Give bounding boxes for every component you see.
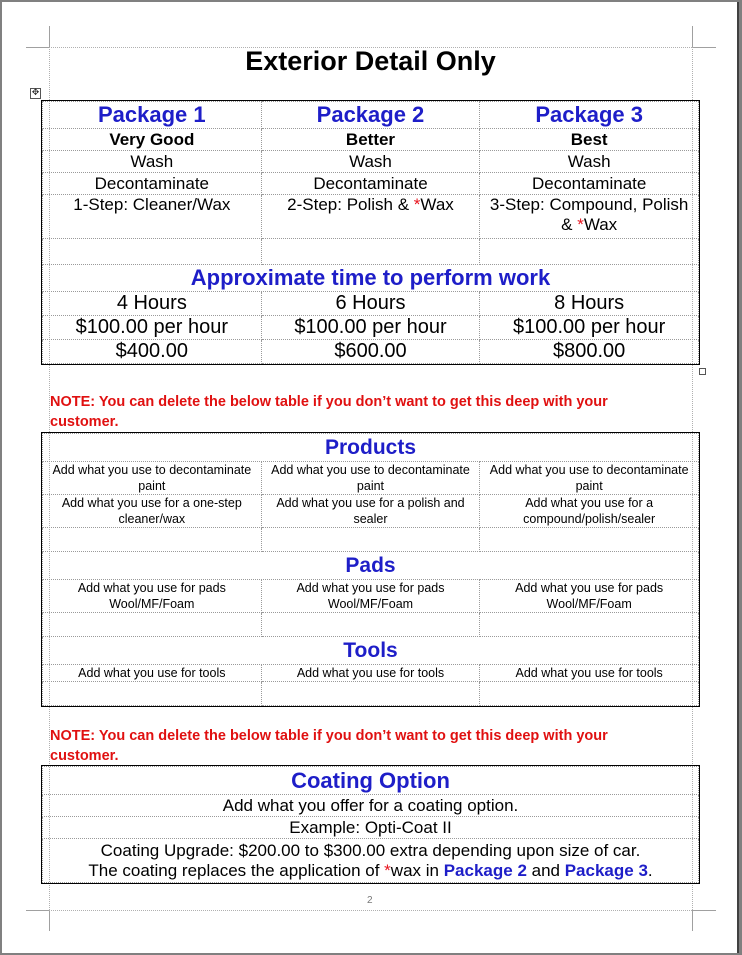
time-heading[interactable]: Approximate time to perform work xyxy=(43,265,699,292)
empty-cell[interactable] xyxy=(480,528,699,552)
coating-line: and xyxy=(526,860,565,880)
hours-cell[interactable]: 6 Hours xyxy=(261,292,480,316)
note-text[interactable]: NOTE: You can delete the below table if you don’t want to get this deep with your customer. xyxy=(50,394,608,430)
empty-cell[interactable] xyxy=(480,239,699,265)
step-cell[interactable] xyxy=(43,195,262,239)
packages-table[interactable] xyxy=(42,101,699,364)
package-reference: Package 3 xyxy=(564,860,648,880)
coating-line: . xyxy=(647,860,653,880)
empty-cell[interactable] xyxy=(261,239,480,265)
hours-cell[interactable]: 8 Hours xyxy=(480,292,699,316)
coating-line: Coating Upgrade: $200.00 to $300.00 extra depending upon size of car. xyxy=(100,840,641,860)
product-cell[interactable]: Add what you use to decontaminate paint xyxy=(43,462,262,495)
service-cell[interactable]: Decontaminate xyxy=(43,173,262,195)
hours-cell[interactable]: 4 Hours xyxy=(43,292,262,316)
coating-upgrade-cell[interactable] xyxy=(43,839,699,883)
empty-cell[interactable] xyxy=(480,682,699,706)
tools-cell[interactable]: Add what you use for tools xyxy=(480,665,699,682)
product-cell[interactable]: Add what you use for a compound/polish/sealer xyxy=(480,495,699,528)
total-cell[interactable]: $600.00 xyxy=(261,340,480,364)
package-level[interactable]: Better xyxy=(261,129,480,151)
tools-cell[interactable]: Add what you use for tools xyxy=(261,665,480,682)
product-cell[interactable]: Add what you use to decontaminate paint xyxy=(261,462,480,495)
crop-mark xyxy=(49,910,50,931)
total-cell[interactable]: $800.00 xyxy=(480,340,699,364)
package-reference: Package 2 xyxy=(443,860,527,880)
empty-cell[interactable] xyxy=(43,682,262,706)
empty-cell[interactable] xyxy=(261,613,480,637)
step-cell[interactable] xyxy=(261,195,480,239)
document-page[interactable] xyxy=(2,2,739,953)
package-level[interactable]: Very Good xyxy=(43,129,262,151)
service-cell[interactable]: Wash xyxy=(261,151,480,173)
coating-line: wax in xyxy=(390,860,444,880)
crop-mark xyxy=(693,910,716,911)
text-boundary-guide xyxy=(49,910,692,911)
products-table[interactable] xyxy=(42,433,699,706)
crop-mark xyxy=(49,26,50,47)
rate-cell[interactable]: $100.00 per hour xyxy=(43,316,262,340)
step-text: 1-Step: Cleaner/Wax xyxy=(73,195,231,214)
crop-mark xyxy=(692,26,693,47)
service-cell[interactable]: Decontaminate xyxy=(261,173,480,195)
step-text: 2-Step: Polish & xyxy=(287,195,414,214)
asterisk-mark: * xyxy=(413,195,421,214)
crop-mark xyxy=(692,910,693,931)
rate-cell[interactable]: $100.00 per hour xyxy=(480,316,699,340)
empty-cell[interactable] xyxy=(261,528,480,552)
coating-table[interactable] xyxy=(42,766,699,883)
step-text: 3-Step: Compound, Polish & xyxy=(489,195,689,234)
asterisk-mark: * xyxy=(577,215,584,234)
page-title: Exterior Detail Only xyxy=(245,46,496,76)
page-number: 2 xyxy=(367,895,373,906)
rate-cell[interactable]: $100.00 per hour xyxy=(261,316,480,340)
pads-cell[interactable]: Add what you use for pads Wool/MF/Foam xyxy=(480,580,699,613)
product-cell[interactable]: Add what you use to decontaminate paint xyxy=(480,462,699,495)
empty-cell[interactable] xyxy=(261,682,480,706)
step-text: Wax xyxy=(420,195,454,214)
section-heading-coating[interactable]: Coating Option xyxy=(43,767,699,795)
pads-cell[interactable]: Add what you use for pads Wool/MF/Foam xyxy=(43,580,262,613)
coating-line: The coating replaces the application of xyxy=(88,860,385,880)
coating-line[interactable]: Add what you offer for a coating option. xyxy=(43,795,699,817)
service-cell[interactable]: Wash xyxy=(43,151,262,173)
service-cell[interactable]: Decontaminate xyxy=(480,173,699,195)
empty-cell[interactable] xyxy=(43,613,262,637)
empty-cell[interactable] xyxy=(43,528,262,552)
step-text: Wax xyxy=(583,215,618,234)
total-cell[interactable]: $400.00 xyxy=(43,340,262,364)
empty-cell[interactable] xyxy=(480,613,699,637)
package-header[interactable]: Package 3 xyxy=(480,102,699,129)
section-heading-tools[interactable]: Tools xyxy=(43,637,699,665)
product-cell[interactable]: Add what you use for a polish and sealer xyxy=(261,495,480,528)
product-cell[interactable]: Add what you use for a one-step cleaner/wax xyxy=(43,495,262,528)
package-header[interactable]: Package 1 xyxy=(43,102,262,129)
service-cell[interactable]: Wash xyxy=(480,151,699,173)
package-level[interactable]: Best xyxy=(480,129,699,151)
section-heading-products[interactable]: Products xyxy=(43,434,699,462)
asterisk-mark: * xyxy=(384,860,391,880)
package-header[interactable]: Package 2 xyxy=(261,102,480,129)
step-cell[interactable] xyxy=(480,195,699,239)
tools-cell[interactable]: Add what you use for tools xyxy=(43,665,262,682)
section-heading-pads[interactable]: Pads xyxy=(43,552,699,580)
table-resize-handle[interactable] xyxy=(699,368,706,375)
table-move-handle-icon[interactable]: ✥ xyxy=(31,88,40,98)
pads-cell[interactable]: Add what you use for pads Wool/MF/Foam xyxy=(261,580,480,613)
crop-mark xyxy=(26,910,49,911)
note-text[interactable]: NOTE: You can delete the below table if you don’t want to get this deep with your customer. xyxy=(50,728,608,764)
coating-line[interactable]: Example: Opti-Coat II xyxy=(43,817,699,839)
empty-cell[interactable] xyxy=(43,239,262,265)
